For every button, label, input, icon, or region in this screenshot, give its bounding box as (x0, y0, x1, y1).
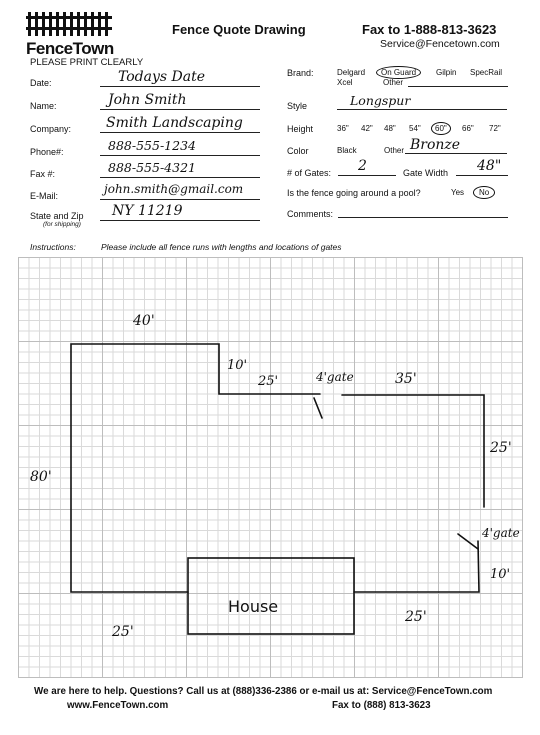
name-value[interactable]: John Smith (108, 92, 187, 108)
color-label: Color (287, 146, 309, 156)
fax-header: Fax to 1-888-813-3623 (362, 22, 497, 37)
gates-value[interactable]: 2 (358, 158, 367, 174)
label-top-40: 40' (133, 313, 155, 329)
comments-label: Comments: (287, 209, 334, 219)
label-house: House (228, 597, 279, 616)
brand-option-delgard[interactable]: Delgard (337, 68, 366, 77)
height-option-42[interactable]: 42" (361, 124, 373, 133)
label-bottom-left-25: 25' (112, 624, 134, 640)
house-outline (188, 558, 354, 634)
color-other-value[interactable]: Bronze (410, 137, 461, 153)
footer-website[interactable]: www.FenceTown.com (67, 700, 169, 711)
instructions-text: Please include all fence runs with lengths and locations of gates (101, 242, 342, 252)
height-option-54[interactable]: 54" (409, 124, 421, 133)
brand-option-on-guard[interactable]: On Guard (376, 66, 421, 79)
fax-value[interactable]: 888-555-4321 (108, 160, 196, 175)
height-option-36[interactable]: 36" (337, 124, 349, 133)
label-run-35: 35' (395, 371, 417, 387)
state-zip-sublabel: (for shipping) (43, 221, 81, 228)
label-gate-2: 4'gate (482, 526, 520, 540)
style-value[interactable]: Longspur (350, 93, 411, 108)
fence-run-top-right (342, 395, 484, 507)
page-title: Fence Quote Drawing (172, 22, 306, 37)
label-run-25-top: 25' (258, 374, 279, 389)
gate-2-swing (458, 534, 478, 549)
pool-question: Is the fence going around a pool? (287, 188, 421, 198)
height-option-72[interactable]: 72" (489, 124, 501, 133)
name-label: Name: (30, 101, 57, 111)
label-gate-1: 4'gate (316, 370, 354, 384)
company-label: Company: (30, 124, 72, 134)
label-right-25: 25' (490, 440, 512, 456)
fence-run-left (71, 344, 320, 592)
height-option-48[interactable]: 48" (384, 124, 396, 133)
gate-width-label: Gate Width (403, 168, 449, 178)
gates-label: # of Gates: (287, 168, 332, 178)
logo-text: FenceTown (26, 39, 114, 58)
label-right-10: 10' (490, 567, 511, 582)
service-email-header: Service@Fencetown.com (380, 38, 500, 50)
brand-option-other[interactable]: Other (383, 78, 404, 87)
instructions-label: Instructions: (30, 242, 76, 252)
fence-run-right-lower (354, 541, 479, 592)
height-option-66[interactable]: 66" (462, 124, 474, 133)
fax-label: Fax #: (30, 169, 56, 179)
print-clearly-note: PLEASE PRINT CLEARLY (30, 57, 144, 68)
brand-label: Brand: (287, 68, 314, 78)
email-value[interactable]: john.smith@gmail.com (104, 182, 244, 196)
color-other-label: Other (384, 146, 405, 155)
brand-option-specrail[interactable]: SpecRail (470, 68, 503, 77)
label-notch-10: 10' (227, 358, 248, 373)
brand-option-gilpin[interactable]: Gilpin (436, 68, 457, 77)
company-value[interactable]: Smith Landscaping (106, 115, 243, 131)
label-bottom-right-25: 25' (405, 609, 427, 625)
color-option-black[interactable]: Black (337, 146, 357, 155)
phone-label: Phone#: (30, 147, 64, 157)
gate-width-value[interactable]: 48" (477, 158, 502, 174)
label-left-80: 80' (30, 469, 52, 485)
state-zip-value[interactable]: NY 11219 (112, 203, 183, 219)
brand-option-xcel[interactable]: Xcel (337, 78, 353, 87)
style-label: Style (287, 101, 308, 111)
email-label: E-Mail: (30, 191, 59, 201)
height-label: Height (287, 124, 314, 134)
footer-fax: Fax to (888) 813-3623 (332, 700, 431, 711)
state-zip-label: State and Zip (30, 211, 84, 221)
footer-help-line: We are here to help. Questions? Call us at (888)336-2386 or e-mail us at: Service@FenceTown.com (34, 686, 493, 697)
height-option-60[interactable]: 60" (431, 122, 451, 135)
gate-1-swing (314, 398, 322, 418)
date-value[interactable]: Todays Date (118, 69, 206, 85)
pool-option-no[interactable]: No (473, 186, 495, 199)
date-label: Date: (30, 78, 52, 88)
phone-value[interactable]: 888-555-1234 (108, 138, 196, 153)
pool-option-yes[interactable]: Yes (451, 188, 465, 197)
